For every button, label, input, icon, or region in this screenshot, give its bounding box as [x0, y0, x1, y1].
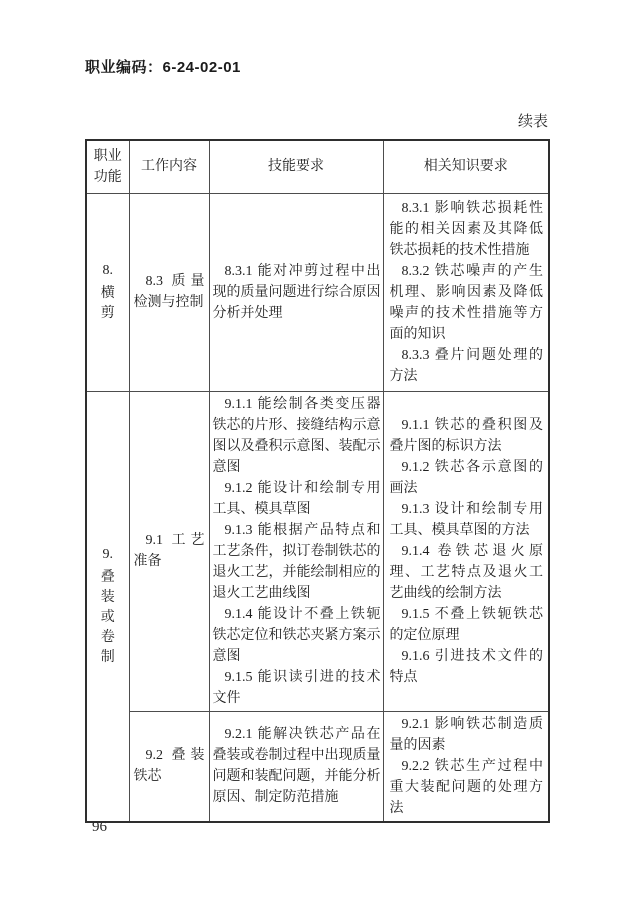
- skill-item: 9.1.3 能根据产品特点和工艺条件，拟订卷制铁芯的退火工艺，并能绘制相应的退火工艺曲线图: [212, 522, 381, 601]
- occupation-code: 职业编码：6-24-02-01: [85, 59, 241, 76]
- function-cell-8: [86, 193, 129, 391]
- table-row-8-3: [86, 193, 549, 391]
- knowledge-item: 8.3.3 叠片问题处理的方法: [389, 347, 543, 384]
- table-row-9-1: [86, 391, 549, 711]
- work-item-label: 9.2 叠装铁芯: [133, 748, 205, 784]
- function-number: 9.: [102, 546, 113, 562]
- function-name: 叠装或卷制: [100, 569, 115, 665]
- knowledge-cell-8-3: [383, 193, 549, 391]
- skill-item: 9.2.1 能解决铁芯产品在叠装或卷制过程中出现质量问题和装配问题，并能分析原因、制定防范措施: [212, 727, 381, 805]
- function-number: 8.: [102, 262, 113, 278]
- skill-item: 9.1.4 能设计不叠上铁轭铁芯定位和铁芯夹紧方案示意图: [212, 606, 381, 664]
- col-header-function: 职业功能: [86, 140, 129, 193]
- skill-item: 9.1.1 能绘制各类变压器铁芯的片形、接缝结构示意图以及叠积示意图、装配示意图: [212, 396, 381, 475]
- col-header-skill-requirements: 技能要求: [209, 140, 383, 193]
- work-item-cell-9-1: [129, 391, 209, 711]
- knowledge-item: 9.1.3 设计和绘制专用工具、模具草图的方法: [389, 501, 543, 538]
- skill-item: 8.3.1 能对冲剪过程中出现的质量问题进行综合原因分析并处理: [212, 263, 381, 321]
- function-cell-9: [86, 391, 129, 822]
- col-header-knowledge-requirements: 相关知识要求: [383, 140, 549, 193]
- skill-cell-8-3: [209, 193, 383, 391]
- knowledge-item: 8.3.2 铁芯噪声的产生机理、影响因素及降低噪声的技术性措施等方面的知识: [389, 263, 543, 342]
- continued-table-label: 续表: [517, 114, 548, 130]
- occupational-standard-table: [85, 139, 550, 823]
- knowledge-cell-9-2: [383, 711, 549, 822]
- knowledge-item: 9.1.4 卷铁芯退火原理、工艺特点及退火工艺曲线的绘制方法: [389, 543, 543, 601]
- skill-cell-9-2: [209, 711, 383, 822]
- skill-cell-9-1: [209, 391, 383, 711]
- knowledge-item: 9.1.2 铁芯各示意图的画法: [389, 459, 543, 496]
- knowledge-cell-9-1: [383, 391, 549, 711]
- page-number: 96: [92, 819, 107, 835]
- knowledge-item: 9.2.2 铁芯生产过程中重大装配问题的处理方法: [389, 758, 543, 816]
- knowledge-item: 9.1.5 不叠上铁轭铁芯的定位原理: [389, 606, 543, 643]
- work-item-label: 9.1 工艺准备: [133, 533, 205, 569]
- skill-item: 9.1.2 能设计和绘制专用工具、模具草图: [212, 480, 381, 517]
- table-header-row: [86, 140, 549, 193]
- work-item-label: 8.3 质量检测与控制: [133, 274, 205, 310]
- col-header-work-content: 工作内容: [129, 140, 209, 193]
- work-item-cell-9-2: [129, 711, 209, 822]
- knowledge-item: 9.1.6 引进技术文件的特点: [389, 648, 543, 685]
- function-name: 横剪: [100, 285, 115, 321]
- table-row-9-2: [86, 711, 549, 822]
- work-item-cell-8-3: [129, 193, 209, 391]
- skill-item: 9.1.5 能识读引进的技术文件: [212, 669, 381, 706]
- knowledge-item: 9.2.1 影响铁芯制造质量的因素: [389, 716, 543, 753]
- knowledge-item: 9.1.1 铁芯的叠积图及叠片图的标识方法: [389, 417, 543, 454]
- knowledge-item: 8.3.1 影响铁芯损耗性能的相关因素及其降低铁芯损耗的技术性措施: [389, 200, 543, 258]
